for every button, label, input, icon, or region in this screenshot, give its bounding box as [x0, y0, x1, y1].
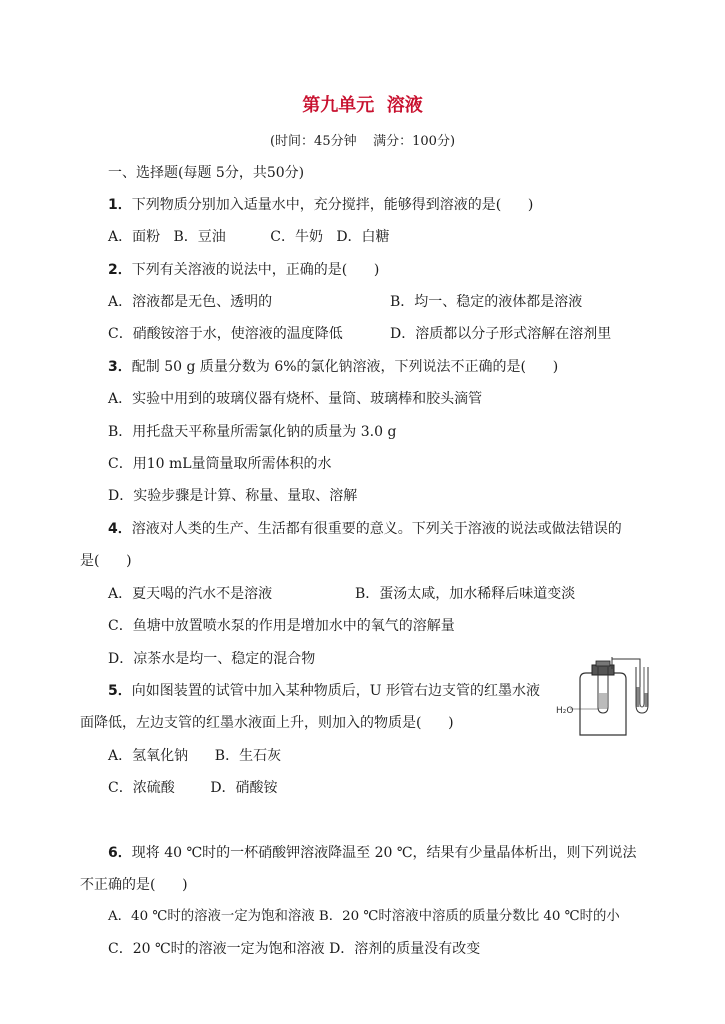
question-5-continued: 面降低，左边支管的红墨水液面上升，则加入的物质是( ) — [80, 715, 454, 731]
question-number: 3． — [108, 359, 132, 375]
apparatus-figure — [556, 657, 656, 737]
question-stem: 下列物质分别加入适量水中，充分搅拌，能够得到溶液的是( ) — [131, 197, 534, 213]
question-number: 2． — [108, 262, 132, 278]
flask-u-tube-diagram — [556, 657, 656, 737]
question-number: 4． — [108, 521, 132, 537]
question-4-continued: 是( ) — [80, 553, 132, 569]
section-heading: 一、选择题(每题 5分，共50分) — [108, 165, 305, 181]
question-stem: 下列有关溶液的说法中，正确的是( ) — [131, 262, 380, 278]
page-title: 第九单元 溶液 — [302, 95, 423, 116]
question-6-continued: 不正确的是( ) — [80, 877, 188, 893]
option-3a: A．实验中用到的玻璃仪器有烧杯、量筒、玻璃棒和胶头滴管 — [108, 391, 483, 407]
question-5 — [108, 682, 540, 700]
option-3c: C．用10 mL量筒量取所需体积的水 — [108, 456, 332, 472]
option-4a: A．夏天喝的汽水不是溶液 — [108, 586, 273, 602]
question-number: 6． — [108, 845, 132, 861]
question-stem: 现将 40 ℃时的一杯硝酸钾溶液降温至 20 ℃，结果有少量晶体析出，则下列说法 — [131, 845, 637, 861]
question-number: 1． — [108, 197, 132, 213]
question-3 — [108, 358, 558, 376]
question-stem: 配制 50 g 质量分数为 6%的氯化钠溶液，下列说法不正确的是( ) — [131, 359, 559, 375]
question-1-options: A．面粉 B．豆油 C．牛奶 D．白糖 — [108, 229, 390, 245]
option-2a: A．溶液都是无色、透明的 — [108, 294, 273, 310]
question-2 — [108, 261, 379, 279]
options-5cd: C．浓硫酸 D．硝酸铵 — [108, 780, 278, 796]
options-6cd: C．20 ℃时的溶液一定为饱和溶液 D．溶剂的质量没有改变 — [108, 941, 481, 957]
options-6ab: A．40 ℃时的溶液一定为饱和溶液 B．20 ℃时溶液中溶质的质量分数比 40 ℃时的小 — [108, 909, 620, 924]
option-3d: D．实验步骤是计算、称量、量取、溶解 — [108, 488, 358, 504]
option-2c: C．硝酸铵溶于水，使溶液的温度降低 — [108, 326, 343, 342]
water-label: H₂O — [556, 706, 574, 716]
exam-info: (时间：45分钟 满分：100分) — [269, 134, 456, 149]
options-5ab: A．氢氧化钠 B．生石灰 — [108, 748, 282, 764]
option-2d: D．溶质都以分子形式溶解在溶剂里 — [390, 326, 612, 342]
question-4 — [108, 520, 622, 538]
question-6 — [108, 844, 637, 862]
question-stem: 向如图装置的试管中加入某种物质后，U 形管右边支管的红墨水液 — [131, 683, 540, 699]
question-1 — [108, 196, 533, 214]
option-4d: D．凉茶水是均一、稳定的混合物 — [108, 651, 316, 667]
option-2b: B．均一、稳定的液体都是溶液 — [390, 294, 583, 310]
question-number: 5． — [108, 683, 132, 699]
option-4c: C．鱼塘中放置喷水泵的作用是增加水中的氧气的溶解量 — [108, 618, 455, 634]
option-4b: B．蛋汤太咸，加水稀释后味道变淡 — [355, 586, 576, 602]
option-3b: B．用托盘天平称量所需氯化钠的质量为 3.0 g — [108, 424, 397, 440]
question-stem: 溶液对人类的生产、生活都有很重要的意义。下列关于溶液的说法或做法错误的 — [131, 521, 622, 537]
